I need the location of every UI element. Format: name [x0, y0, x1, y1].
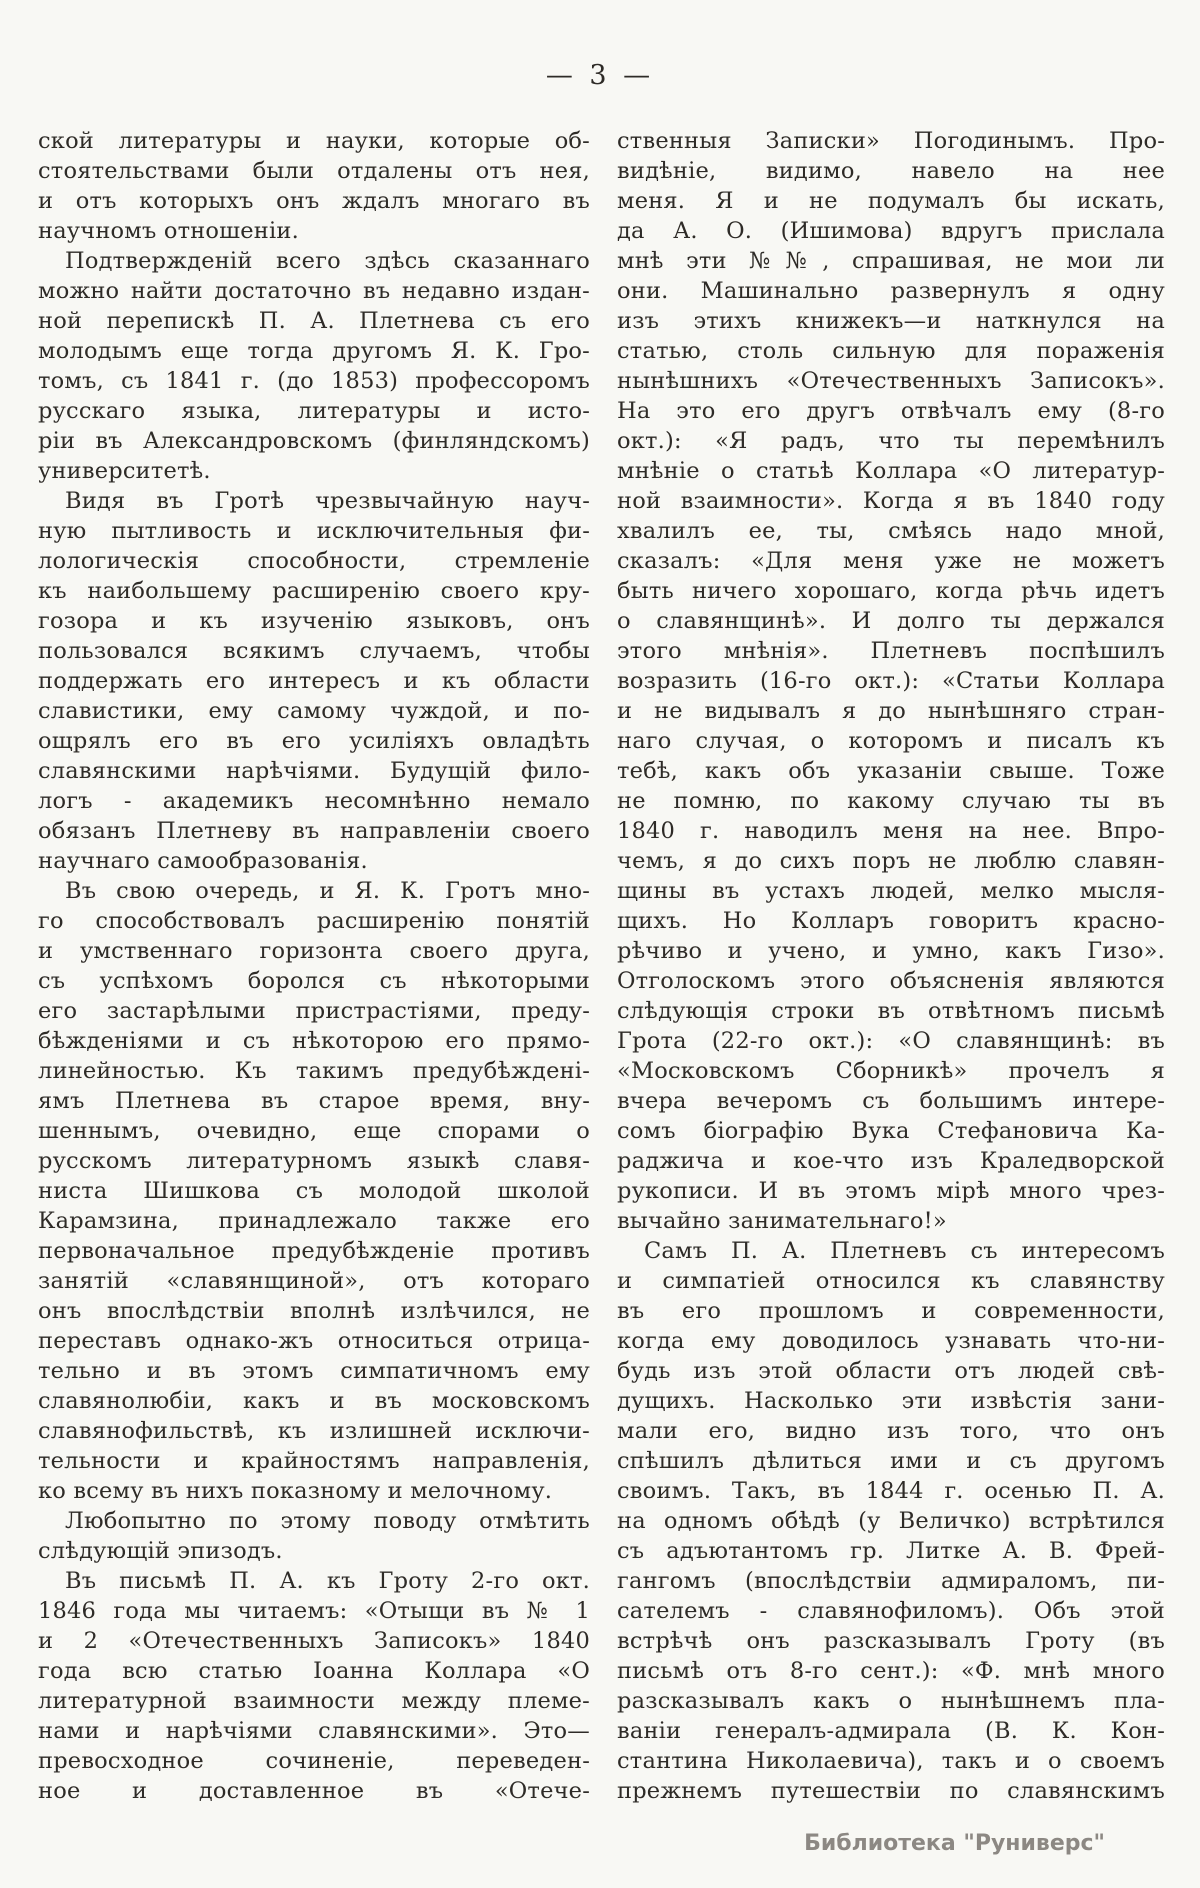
text-line: наго случая, о которомъ и писалъ къ: [617, 728, 1165, 754]
text-line: русскомъ литературномъ языкѣ славя-: [38, 1148, 590, 1174]
text-line: 1846 года мы читаемъ: «Отыщи въ № 1: [38, 1598, 590, 1624]
text-line: къ наибольшему расширенію своего кру-: [38, 578, 590, 604]
text-line: да А. О. (Ишимова) вдругъ прислала: [617, 218, 1165, 244]
text-line: Въ свою очередь, и Я. К. Гротъ мно-: [65, 878, 590, 904]
text-line: съ успѣхомъ боролся съ нѣкоторыми: [38, 968, 590, 994]
text-line: съ адъютантомъ гр. Литке А. В. Фрей-: [617, 1538, 1165, 1564]
text-line: щины въ устахъ людей, мелко мысля-: [617, 878, 1165, 904]
text-line: они. Машинально развернулъ я одну: [617, 278, 1165, 304]
text-line: слѣдующія строки въ отвѣтномъ письмѣ: [617, 998, 1165, 1024]
text-line: логъ - академикъ несомнѣнно немало: [38, 788, 590, 814]
text-line: тельности и крайностямъ направленія,: [38, 1448, 590, 1474]
text-line: года всю статью Іоанна Коллара «О: [38, 1658, 590, 1684]
text-line: гангомъ (впослѣдствіи адмираломъ, пи-: [617, 1568, 1165, 1594]
text-line: видѣніе, видимо, навело на нее: [617, 158, 1165, 184]
text-line: окт.): «Я радъ, что ты перемѣнилъ: [617, 428, 1165, 454]
text-line: университетѣ.: [38, 458, 211, 484]
text-line: мали его, видно изъ того, что онъ: [617, 1418, 1165, 1444]
text-line: дущихъ. Насколько эти извѣстія зани-: [617, 1388, 1165, 1414]
text-line: ную пытливость и исключительныя фи-: [38, 518, 590, 544]
text-line: не помню, по какому случаю ты въ: [617, 788, 1165, 814]
text-line: Грота (22-го окт.): «О славянщинѣ: въ: [617, 1028, 1165, 1054]
text-line: статью, столь сильную для пораженія: [617, 338, 1165, 364]
text-line: рѣчиво и учено, и умно, какъ Гизо».: [617, 938, 1165, 964]
text-line: нынѣшнихъ «Отечественныхъ Записокъ».: [617, 368, 1165, 394]
text-line: письмѣ отъ 8-го сент.): «Ф. мнѣ много: [617, 1658, 1165, 1684]
text-line: славянофильствѣ, къ излишней исключи-: [38, 1418, 590, 1444]
text-line: можно найти достаточно въ недавно издан-: [38, 278, 590, 304]
text-line: ко всему въ нихъ показному и мелочному.: [38, 1478, 553, 1504]
text-line: ощрялъ его въ его усиліяхъ овладѣть: [38, 728, 590, 754]
text-line: и 2 «Отечественныхъ Записокъ» 1840: [38, 1628, 590, 1654]
text-line: бѣжденіями и съ нѣкоторою его прямо-: [38, 1028, 590, 1054]
text-line: стоятельствами были отдалены отъ нея,: [38, 158, 590, 184]
text-line: шеннымъ, очевидно, еще спорами о: [38, 1118, 590, 1144]
text-line: рукописи. И въ этомъ мірѣ много чрез-: [617, 1178, 1165, 1204]
text-line: своимъ. Такъ, въ 1844 г. осенью П. А.: [617, 1478, 1165, 1504]
text-line: быть ничего хорошаго, когда рѣчь идетъ: [617, 578, 1165, 604]
text-line: вычайно занимательнаго!»: [617, 1208, 947, 1234]
text-line: онъ впослѣдствіи вполнѣ излѣчился, не: [38, 1298, 590, 1324]
text-line: прежнемъ путешествіи по славянскимъ: [617, 1778, 1165, 1804]
text-line: нами и нарѣчіями славянскими». Это—: [38, 1718, 590, 1744]
text-line: и отъ которыхъ онъ ждалъ многаго въ: [38, 188, 590, 214]
text-line: обязанъ Плетневу въ направленіи своего: [38, 818, 590, 844]
text-line: лологическія способности, стремленіе: [38, 548, 590, 574]
text-line: ямъ Плетнева въ старое время, вну-: [38, 1088, 590, 1114]
text-line: ной взаимности». Когда я въ 1840 году: [617, 488, 1165, 514]
text-line: превосходное сочиненіе, переведен-: [38, 1748, 590, 1774]
text-line: хвалилъ ее, ты, смѣясь надо мной,: [617, 518, 1165, 544]
text-line: Въ письмѣ П. А. къ Гроту 2-го окт.: [65, 1568, 590, 1594]
text-line: На это его другъ отвѣчалъ ему (8-го: [617, 398, 1165, 424]
text-line: пользовался всякимъ случаемъ, чтобы: [38, 638, 590, 664]
text-line: о славянщинѣ». И долго ты держался: [617, 608, 1165, 634]
text-line: ственныя Записки» Погодинымъ. Про-: [617, 128, 1165, 154]
text-line: встрѣчѣ онъ разсказывалъ Гроту (въ: [617, 1628, 1165, 1654]
text-line: и умственнаго горизонта своего друга,: [38, 938, 590, 964]
text-line: когда ему доводилось узнавать что-ни-: [617, 1328, 1165, 1354]
page-number: — 3 —: [545, 60, 655, 91]
text-line: Подтвержденій всего здѣсь сказаннаго: [65, 248, 590, 274]
text-line: ріи въ Александровскомъ (финляндскомъ): [38, 428, 590, 454]
text-line: научнаго самообразованія.: [38, 848, 368, 874]
text-line: занятій «славянщиной», отъ котораго: [38, 1268, 590, 1294]
text-line: въ его прошломъ и современности,: [617, 1298, 1165, 1324]
text-line: Любопытно по этому поводу отмѣтить: [65, 1508, 590, 1534]
text-line: его застарѣлыми пристрастіями, преду-: [38, 998, 590, 1024]
text-line: этого мнѣнія». Плетневъ поспѣшилъ: [617, 638, 1165, 664]
text-line: томъ, съ 1841 г. (до 1853) профессоромъ: [38, 368, 590, 394]
text-line: «Московскомъ Сборникѣ» прочелъ я: [617, 1058, 1165, 1084]
text-line: го способствовалъ расширенію понятій: [38, 908, 590, 934]
text-line: ниста Шишкова съ молодой школой: [38, 1178, 590, 1204]
text-line: меня. Я и не подумалъ бы искать,: [617, 188, 1165, 214]
text-line: и не видывалъ я до нынѣшняго стран-: [617, 698, 1165, 724]
text-line: разсказывалъ какъ о нынѣшнемъ пла-: [617, 1688, 1165, 1714]
text-line: вчера вечеромъ съ большимъ интере-: [617, 1088, 1165, 1114]
text-line: гозора и къ изученію языковъ, онъ: [38, 608, 590, 634]
text-line: и симпатіей относился къ славянству: [617, 1268, 1165, 1294]
text-line: переставъ однако-жъ относиться отрица-: [38, 1328, 590, 1354]
text-line: ской литературы и науки, которые об-: [38, 128, 590, 154]
text-line: Карамзина, принадлежало также его: [38, 1208, 590, 1234]
text-columns: [38, 126, 1165, 1806]
text-line: Видя въ Гротѣ чрезвычайную науч-: [65, 488, 590, 514]
text-line: поддержать его интересъ и къ области: [38, 668, 590, 694]
text-line: щихъ. Но Колларъ говоритъ красно-: [617, 908, 1165, 934]
text-line: слѣдующій эпизодъ.: [38, 1538, 283, 1564]
text-line: славистики, ему самому чуждой, и по-: [38, 698, 590, 724]
text-line: научномъ отношеніи.: [38, 218, 299, 244]
text-line: славянскими нарѣчіями. Будущій фило-: [38, 758, 590, 784]
text-line: чемъ, я до сихъ поръ не люблю славян-: [617, 848, 1165, 874]
text-line: тельно и въ этомъ симпатичномъ ему: [38, 1358, 590, 1384]
text-line: ваніи генералъ-адмирала (В. К. Кон-: [617, 1718, 1165, 1744]
text-line: молодымъ еще тогда другомъ Я. К. Гро-: [38, 338, 590, 364]
right-column: [617, 126, 1165, 1806]
text-line: Самъ П. А. Плетневъ съ интересомъ: [644, 1238, 1165, 1264]
text-line: русскаго языка, литературы и исто-: [38, 398, 590, 424]
text-line: тебѣ, какъ объ указаніи свыше. Тоже: [617, 758, 1165, 784]
text-line: ное и доставленное въ «Отече-: [38, 1778, 590, 1804]
text-line: изъ этихъ книжекъ—и наткнулся на: [617, 308, 1165, 334]
text-line: на одномъ обѣдѣ (у Величко) встрѣтился: [617, 1508, 1165, 1534]
text-line: будь изъ этой области отъ людей свѣ-: [617, 1358, 1165, 1384]
text-line: литературной взаимности между племе-: [38, 1688, 590, 1714]
text-line: стантина Николаевича), такъ и о своемъ: [617, 1748, 1165, 1774]
text-line: сателемъ - славянофиломъ). Объ этой: [617, 1598, 1165, 1624]
left-column: [38, 126, 590, 1806]
text-line: сказалъ: «Для меня уже не можетъ: [617, 548, 1165, 574]
text-line: спѣшилъ дѣлиться ими и съ другомъ: [617, 1448, 1165, 1474]
text-line: первоначальное предубѣжденіе противъ: [38, 1238, 590, 1264]
text-line: возразить (16-го окт.): «Статьи Коллара: [617, 668, 1165, 694]
text-line: 1840 г. наводилъ меня на нее. Впро-: [617, 818, 1165, 844]
text-line: ной перепискѣ П. А. Плетнева съ его: [38, 308, 590, 334]
text-line: сомъ біографію Вука Стефановича Ка-: [617, 1118, 1165, 1144]
text-line: славянолюбіи, какъ и въ московскомъ: [38, 1388, 590, 1414]
text-line: мнѣніе о статьѣ Коллара «О литератур-: [617, 458, 1165, 484]
text-line: раджича и кое-что изъ Краледворской: [617, 1148, 1165, 1174]
text-line: линейностью. Къ такимъ предубѣждені-: [38, 1058, 590, 1084]
text-line: Отголоскомъ этого объясненія являются: [617, 968, 1165, 994]
library-watermark: Библиотека "Руниверс": [804, 1831, 1105, 1856]
text-line: мнѣ эти №№, спрашивая, не мои ли: [617, 248, 1165, 274]
